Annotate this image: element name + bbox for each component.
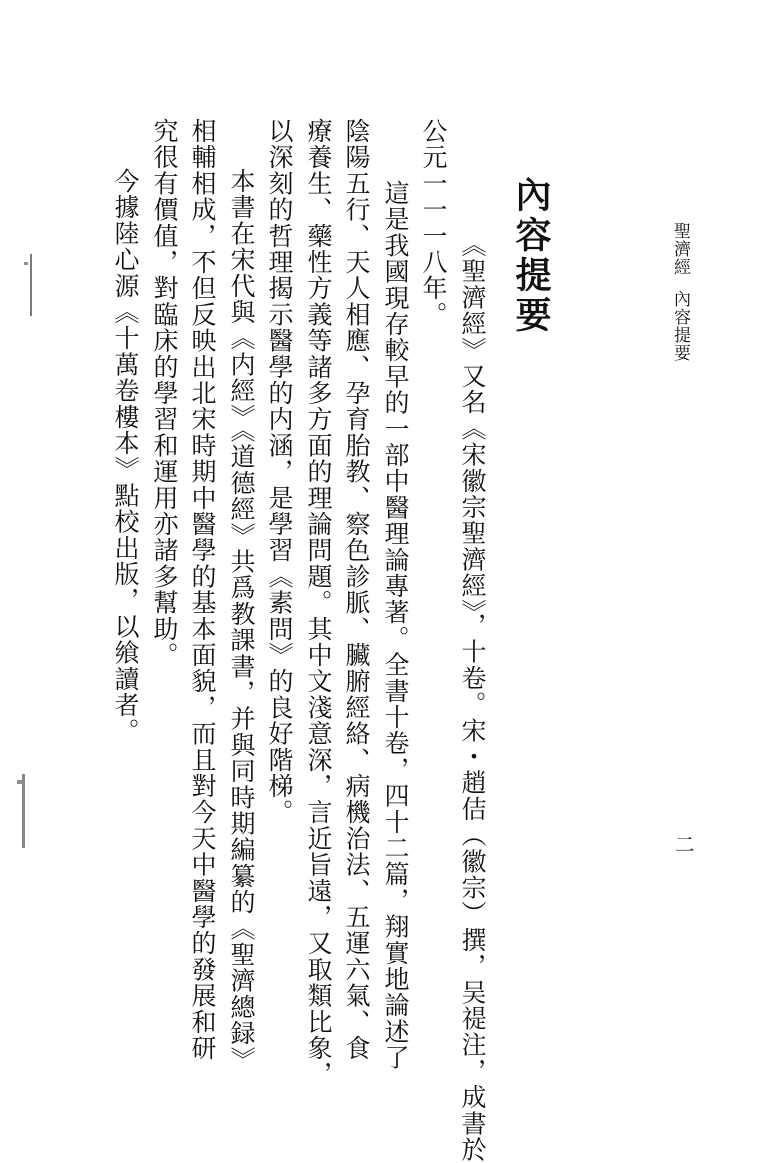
scan-mark — [30, 254, 32, 316]
scan-mark — [17, 780, 22, 784]
text-column-7: 本書在宋代與《内經》《道德經》共爲教課書，并與同時期編纂的《聖濟總録》 — [227, 168, 256, 1073]
running-header — [668, 222, 693, 362]
text-column-4: 陰陽五行、天人相應、孕育胎教、察色診脈、臟腑經絡、病機治法、五運六氣、食 — [342, 118, 371, 1062]
text-column-3: 這是我國現存較早的一部中醫理論專著。全書十卷，四十二篇，翔實地論述了 — [381, 180, 410, 1071]
scan-mark — [22, 774, 25, 848]
text-column-5: 療養生、藥性方義等諸多方面的理論問題。其中文淺意深，言近旨遠，又取類比象， — [304, 118, 333, 1088]
header-book-title: 聖濟經 — [670, 222, 690, 276]
scan-mark — [24, 262, 28, 265]
header-section-title: 內容提要 — [670, 290, 690, 362]
text-column-10: 今據陸心源《十萬卷樓本》點校出版，以飨讀者。 — [111, 168, 140, 745]
page-number: 二 — [671, 834, 695, 854]
page-title: 內容提要 — [510, 176, 552, 336]
text-column-8: 相輔相成，不但反映出北宋時期中醫學的基本面貌，而且對今天中醫學的發展和研 — [188, 118, 217, 1062]
text-column-9: 究很有價值，對臨床的學習和運用亦諸多幫助。 — [150, 118, 179, 669]
text-column-2: 公元一一一八年。 — [419, 118, 448, 328]
text-column-1: 《聖濟經》又名《宋徽宗聖濟經》，十卷。宋・趙佶（徽宗）撰，吴禔注，成書於 — [458, 232, 487, 1163]
text-column-6: 以深刻的哲理揭示醫學的内涵，是學習《素問》的良好階梯。 — [265, 118, 294, 826]
